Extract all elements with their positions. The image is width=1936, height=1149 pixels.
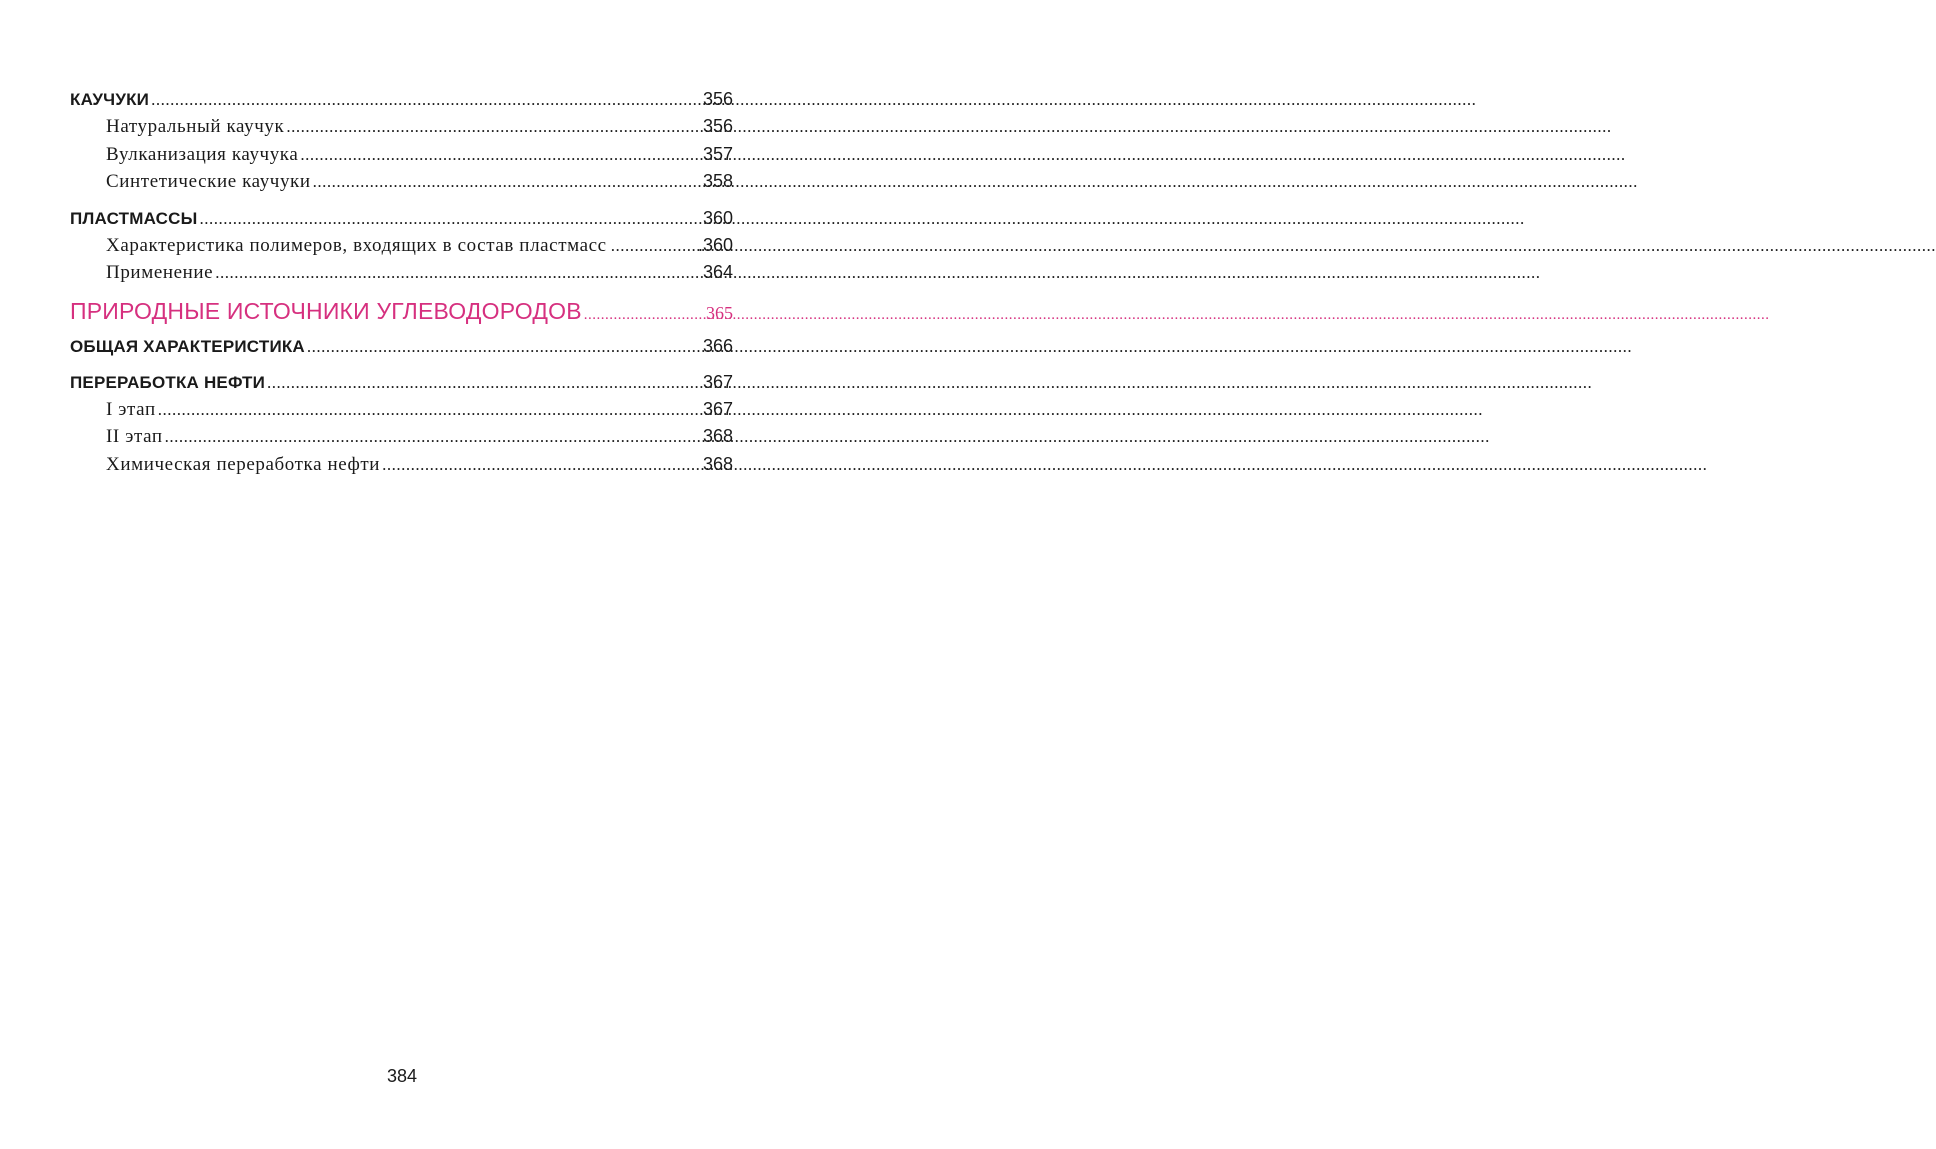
toc-entry-title: КАУЧУКИ <box>70 90 150 109</box>
toc-item-polymer-characteristics[interactable] <box>70 232 733 260</box>
dot-leader <box>307 333 701 360</box>
toc-entry-page: 368 <box>702 453 733 474</box>
toc-entry-title: ПЛАСТМАССЫ <box>70 208 198 228</box>
toc-entry-title: ОБЩАЯ ХАРАКТЕРИСТИКА <box>70 336 305 356</box>
toc-entry-title: I этап <box>106 398 156 420</box>
toc-entry-page: 364 <box>702 262 733 282</box>
toc-item-stage-one[interactable] <box>70 396 733 424</box>
toc-entry-page: 367 <box>702 398 733 419</box>
toc-section-general-characteristics[interactable] <box>70 333 733 360</box>
table-of-contents <box>70 86 733 478</box>
toc-entry-title: II этап <box>106 426 163 447</box>
toc-item-synthetic-rubbers[interactable] <box>70 168 733 196</box>
toc-section-plastics[interactable] <box>70 205 733 232</box>
toc-entry-page: 357 <box>702 143 733 164</box>
toc-entry-title: Синтетические каучуки <box>106 171 311 192</box>
spacer <box>70 360 733 369</box>
dot-leader <box>300 141 701 169</box>
toc-section-rubbers[interactable] <box>70 86 733 113</box>
dot-leader <box>199 205 701 232</box>
toc-entry-title: Характеристика полимеров, входящих в состав пластмасс <box>106 234 607 256</box>
toc-entry-page: 360 <box>702 207 733 228</box>
page-number: 384 <box>386 1066 418 1086</box>
toc-item-application[interactable] <box>70 259 733 287</box>
spacer <box>70 196 733 205</box>
toc-chapter-natural-hydrocarbon-sources[interactable] <box>70 294 733 328</box>
toc-entry-page: 358 <box>702 171 733 191</box>
toc-chapter-title: ПРИРОДНЫЕ ИСТОЧНИКИ УГЛЕВОДОРОДОВ <box>70 297 582 324</box>
toc-entry-page: 356 <box>702 89 733 109</box>
toc-chapter-page: 365 <box>706 302 733 323</box>
toc-item-natural-rubber[interactable] <box>70 113 733 141</box>
toc-item-chemical-refining[interactable] <box>70 451 733 479</box>
dot-leader <box>382 451 701 479</box>
dot-leader <box>151 86 701 113</box>
toc-section-oil-refining[interactable] <box>70 369 733 396</box>
dot-leader <box>158 396 701 424</box>
toc-entry-title: Вулканизация каучука <box>106 143 299 165</box>
toc-item-vulcanization[interactable] <box>70 141 733 169</box>
toc-entry-page: 356 <box>702 116 733 136</box>
dot-leader <box>215 259 701 287</box>
dot-leader <box>286 113 701 141</box>
toc-entry-page: 366 <box>702 335 733 356</box>
dot-leader <box>611 232 698 260</box>
toc-entry-title: Применение <box>106 262 214 283</box>
toc-entry-page: 368 <box>702 426 733 446</box>
toc-entry-page: .360 <box>697 234 733 255</box>
toc-item-stage-two[interactable] <box>70 423 733 451</box>
toc-entry-title: Натуральный каучук <box>106 116 285 137</box>
dot-leader <box>165 423 701 451</box>
dot-leader <box>267 369 701 396</box>
dot-leader <box>313 168 701 196</box>
toc-entry-title: ПЕРЕРАБОТКА НЕФТИ <box>70 372 266 392</box>
dot-leader <box>584 298 704 332</box>
toc-entry-title: Химическая переработка нефти <box>106 453 381 475</box>
toc-entry-page: 367 <box>702 371 733 392</box>
